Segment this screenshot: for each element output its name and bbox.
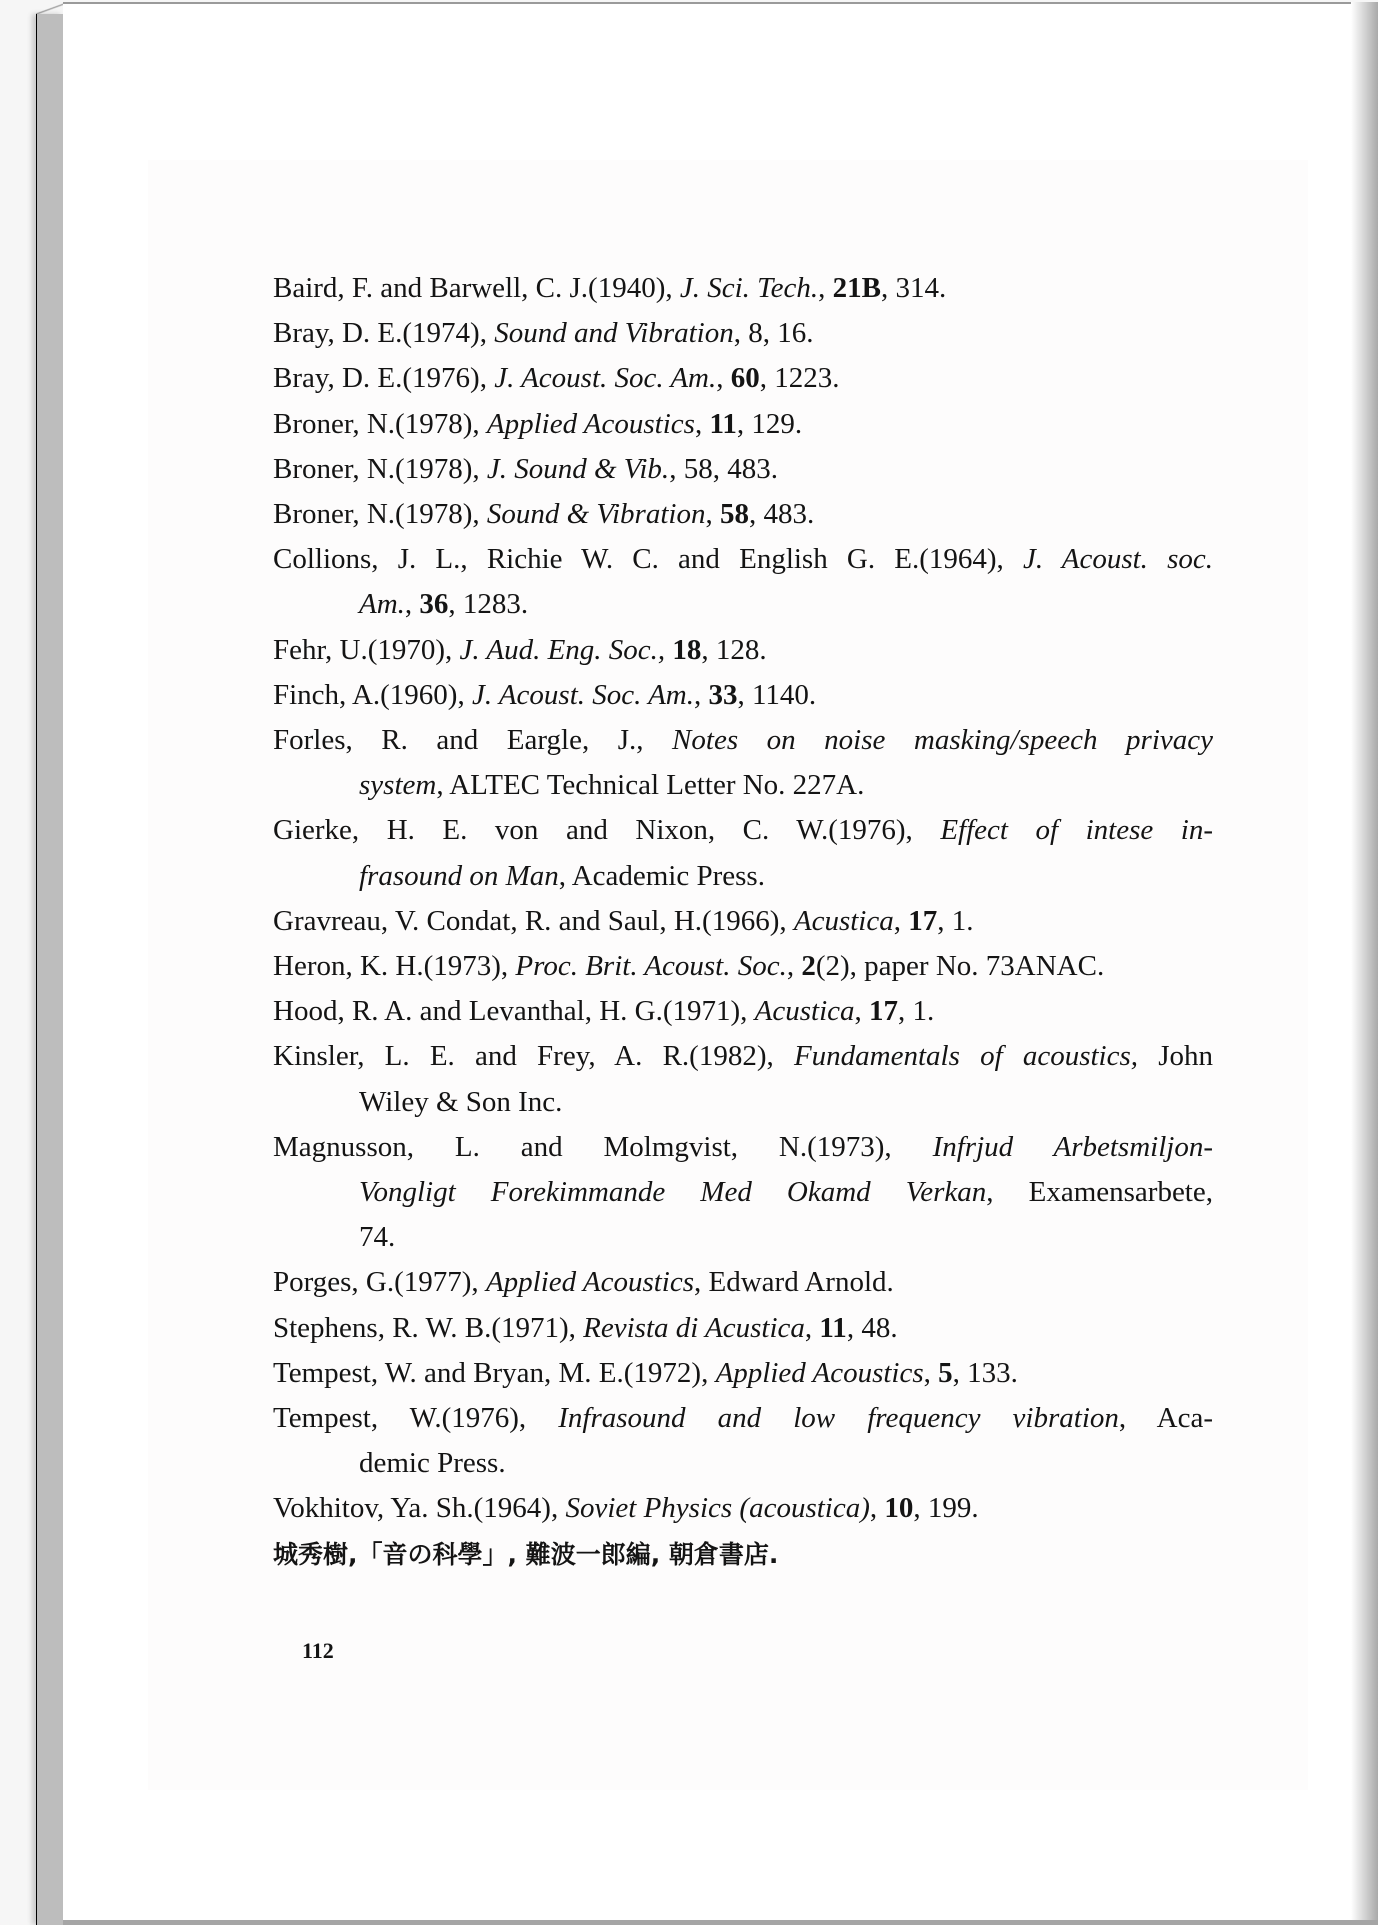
reference-line	[273, 989, 1213, 1034]
reference-text: ,	[694, 407, 710, 440]
reference-title: J. Sci. Tech.	[679, 272, 819, 304]
page-number: 112	[302, 1638, 334, 1663]
reference-title: system	[359, 769, 437, 802]
reference-volume: 11	[709, 407, 737, 440]
reference-continuation-line	[273, 582, 1213, 627]
reference-line	[273, 447, 1213, 492]
reference-text: Collions, J. L., Richie W. C. and English G. E.(1964),	[273, 543, 1023, 576]
reference-entry	[273, 989, 1213, 1034]
reference-line	[273, 1532, 1213, 1577]
reference-continuation-line	[273, 854, 1213, 899]
reference-title: Revista di Acustica	[583, 1311, 805, 1344]
reference-line	[273, 1260, 1213, 1305]
reference-text: , Edward Arnold.	[694, 1266, 894, 1299]
reference-text: Kinsler, L. E. and Frey, A. R.(1982),	[273, 1040, 794, 1073]
reference-title: J. Acoust. soc.	[1022, 543, 1213, 576]
reference-text: Broner, N.(1978),	[273, 452, 487, 485]
reference-line	[273, 1034, 1213, 1079]
reference-text: ,	[404, 588, 420, 621]
reference-text: Finch, A.(1960),	[273, 678, 472, 711]
reference-title: Notes on noise masking/speech privacy	[672, 724, 1214, 757]
reference-line	[273, 311, 1213, 356]
reference-title: Effect of intese in-	[940, 814, 1214, 847]
reference-line	[273, 1486, 1213, 1531]
reference-entry	[273, 1351, 1213, 1396]
reference-title: Applied Acoustics	[485, 1266, 695, 1299]
reference-volume: 36	[419, 588, 449, 621]
reference-entry	[273, 266, 1213, 311]
reference-entry	[273, 492, 1213, 537]
reference-line	[273, 537, 1213, 582]
reference-text: , Examensarbete,	[986, 1176, 1213, 1209]
reference-entry	[273, 1532, 1213, 1577]
reference-entry	[273, 311, 1213, 356]
reference-title: frasound on Man	[359, 859, 559, 892]
reference-volume: 10	[884, 1492, 914, 1525]
reference-text: John	[1138, 1040, 1213, 1073]
reference-line	[273, 266, 1213, 311]
reference-text: Fehr, U.(1970),	[273, 633, 460, 666]
reference-title: Proc. Brit. Acoust. Soc.	[515, 950, 787, 983]
reference-text: Tempest, W.(1976),	[273, 1402, 559, 1435]
reference-text: Wiley & Son Inc.	[359, 1085, 563, 1118]
reference-list	[273, 266, 1213, 1577]
reference-entry	[273, 1125, 1213, 1261]
reference-volume: 17	[908, 904, 938, 937]
reference-title: Sound and Vibration	[494, 317, 734, 350]
reference-text: Bray, D. E.(1976),	[273, 362, 495, 395]
reference-text: , 1223.	[759, 362, 840, 395]
reference-line	[273, 492, 1213, 537]
reference-title: J. Acoust. Soc. Am.	[494, 362, 717, 395]
reference-line	[273, 808, 1213, 853]
reference-line	[273, 402, 1213, 447]
reference-text: Bray, D. E.(1974),	[273, 317, 495, 350]
reference-continuation-line	[273, 1080, 1213, 1125]
reference-text: ,	[893, 904, 909, 937]
reference-text: Gravreau, V. Condat, R. and Saul, H.(1966),	[273, 904, 794, 937]
reference-text: , 1.	[937, 904, 974, 937]
reference-title: J. Acoust. Soc. Am.	[471, 678, 694, 711]
reference-entry	[273, 447, 1213, 492]
reference-line	[273, 944, 1213, 989]
reference-continuation-line	[273, 1441, 1213, 1486]
reference-title: Applied Acoustics	[486, 407, 695, 440]
reference-text: ,	[818, 272, 833, 304]
reference-text: Broner, N.(1978),	[273, 407, 487, 440]
reference-text: Vokhitov, Ya. Sh.(1964),	[273, 1492, 566, 1525]
reference-text: , 1140.	[737, 678, 817, 711]
reference-volume: 60	[730, 362, 760, 395]
reference-title: Applied Acoustics	[715, 1356, 924, 1389]
reference-title: Am.	[359, 588, 405, 621]
reference-text: , ALTEC Technical Letter No. 227A.	[436, 769, 865, 802]
reference-entry	[273, 899, 1213, 944]
reference-text: Magnusson, L. and Molmgvist, N.(1973),	[273, 1130, 933, 1163]
page-edge-shadow	[1351, 2, 1378, 1922]
reference-continuation-line	[273, 763, 1213, 808]
reference-entry	[273, 402, 1213, 447]
reference-text: , 483.	[748, 498, 815, 531]
reference-text: Heron, K. H.(1973),	[273, 950, 516, 983]
reference-volume: 58	[719, 498, 749, 531]
reference-line	[273, 628, 1213, 673]
reference-entry	[273, 628, 1213, 673]
reference-line	[273, 718, 1213, 763]
reference-title: Fundamentals of acoustics,	[793, 1040, 1138, 1073]
reference-title: J. Aud. Eng. Soc.,	[459, 633, 666, 666]
reference-text: Hood, R. A. and Levanthal, H. G.(1971),	[273, 995, 755, 1028]
reference-text: Baird, F. and Barwell, C. J.(1940),	[273, 272, 680, 304]
reference-volume: 11	[819, 1311, 847, 1344]
reference-text: Porges, G.(1977),	[273, 1266, 486, 1299]
reference-text: 城秀樹,「音の科學」, 難波一郎編, 朝倉書店.	[273, 1539, 779, 1569]
reference-text: , Aca-	[1118, 1402, 1213, 1435]
reference-entry	[273, 1034, 1213, 1124]
reference-entry	[273, 356, 1213, 401]
reference-entry	[273, 1486, 1213, 1531]
reference-line	[273, 1351, 1213, 1396]
reference-text: Forles, R. and Eargle, J.,	[273, 724, 673, 757]
reference-title: Acustica	[793, 904, 894, 937]
reference-text: Tempest, W. and Bryan, M. E.(1972),	[273, 1356, 716, 1389]
reference-text: , 48.	[846, 1311, 898, 1344]
reference-text: ,	[694, 678, 709, 711]
reference-continuation-line	[273, 1170, 1213, 1215]
reference-text: , 1.	[898, 995, 935, 1028]
reference-text: , 8, 16.	[733, 317, 814, 350]
reference-text: ,	[716, 362, 731, 395]
reference-entry	[273, 1260, 1213, 1305]
reference-text: ,	[786, 950, 802, 983]
reference-title: Infrasound and low frequency vibration	[558, 1402, 1119, 1435]
reference-text: Broner, N.(1978),	[273, 498, 487, 531]
reference-title: J. Sound & Vib.	[486, 452, 670, 485]
reference-volume: 33	[708, 678, 738, 711]
reference-line	[273, 673, 1213, 718]
reference-title: Soviet Physics (acoustica)	[565, 1492, 870, 1525]
reference-title: Sound & Vibration	[486, 498, 706, 531]
reference-entry	[273, 537, 1213, 627]
reference-text: (2), paper No. 73ANAC.	[815, 950, 1105, 983]
reference-volume: 2	[801, 950, 816, 983]
reference-entry	[273, 808, 1213, 898]
reference-title: Acustica	[754, 995, 855, 1028]
reference-text: , 314.	[880, 272, 947, 304]
reference-entry	[273, 944, 1213, 989]
reference-text: 74.	[359, 1221, 396, 1254]
reference-text: demic Press.	[359, 1447, 506, 1480]
reference-text: , 58, 483.	[669, 452, 778, 485]
reference-entry	[273, 1396, 1213, 1486]
reference-text: , 133.	[952, 1356, 1018, 1389]
reference-line	[273, 1396, 1213, 1441]
reference-title: Infrjud Arbetsmiljon-	[932, 1130, 1213, 1163]
book-spine	[36, 14, 64, 1925]
reference-line	[273, 899, 1213, 944]
reference-entry	[273, 673, 1213, 718]
reference-text: Stephens, R. W. B.(1971),	[273, 1311, 584, 1344]
reference-continuation-line	[273, 1215, 1213, 1260]
page-bottom-edge	[63, 1920, 1378, 1925]
reference-text: , Academic Press.	[558, 859, 765, 892]
reference-volume: 18	[672, 633, 702, 666]
reference-text: ,	[923, 1356, 939, 1389]
reference-line	[273, 1125, 1213, 1170]
reference-text: , 128.	[701, 633, 767, 666]
reference-volume: 5	[938, 1356, 953, 1389]
reference-entry	[273, 718, 1213, 808]
reference-text: ,	[804, 1311, 820, 1344]
reference-line	[273, 1306, 1213, 1351]
reference-line	[273, 356, 1213, 401]
reference-text: ,	[705, 498, 720, 531]
reference-entry	[273, 1306, 1213, 1351]
reference-text: ,	[854, 995, 870, 1028]
reference-volume: 17	[869, 995, 899, 1028]
reference-text: , 1283.	[448, 588, 529, 621]
reference-title: Vongligt Forekimmande Med Okamd Verkan	[359, 1176, 987, 1209]
reference-text: ,	[869, 1492, 885, 1525]
reference-text: , 129.	[736, 407, 803, 440]
reference-text: Gierke, H. E. von and Nixon, C. W.(1976),	[273, 814, 941, 847]
reference-volume: 21B	[832, 272, 881, 304]
reference-text: , 199.	[913, 1492, 979, 1525]
